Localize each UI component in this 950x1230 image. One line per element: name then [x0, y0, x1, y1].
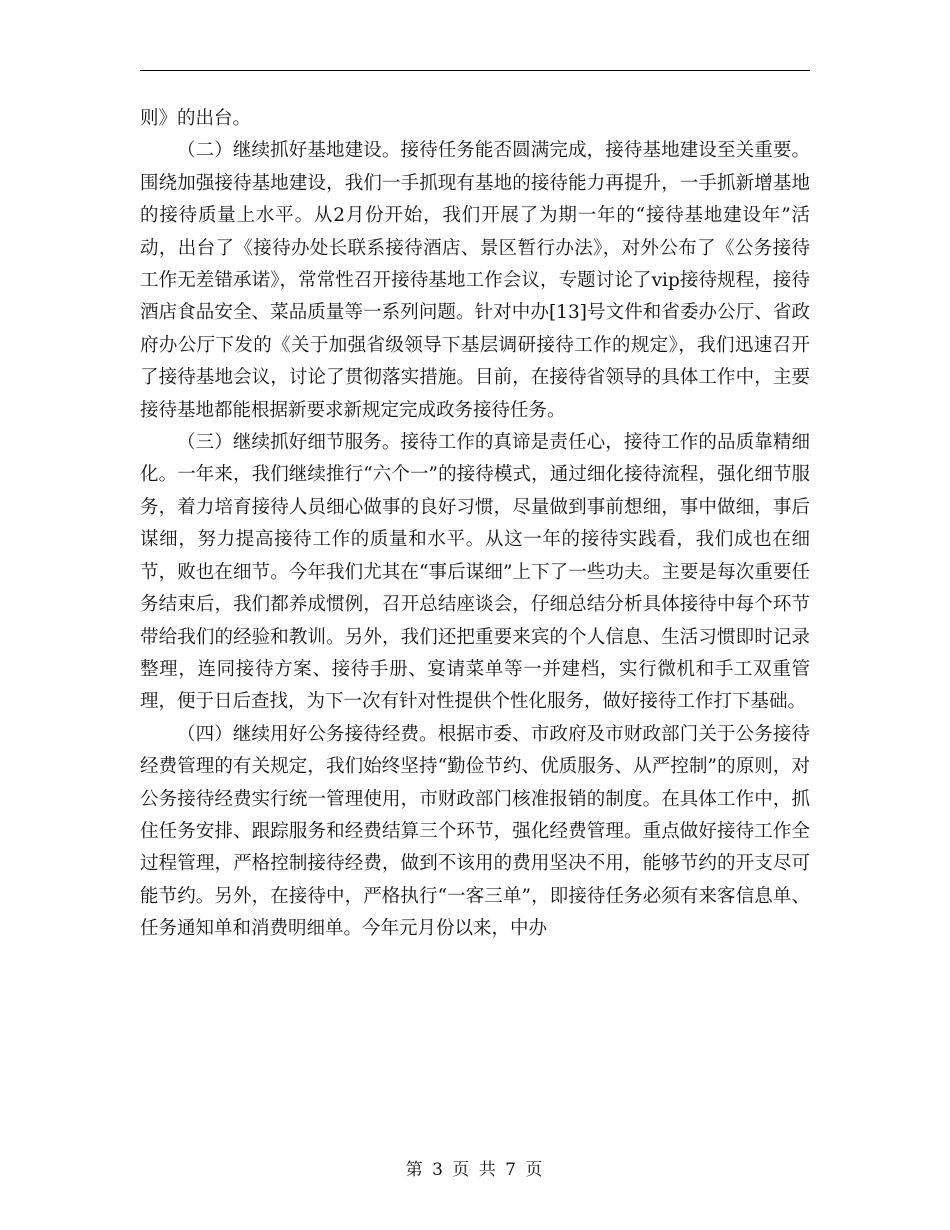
header-rule [140, 70, 810, 71]
paragraph-base-construction: （二）继续抓好基地建设。接待任务能否圆满完成，接待基地建设至关重要。围绕加强接待基地建设，我们一手抓现有基地的接待能力再提升，一手抓新增基地的接待质量上水平。从2月份开始，我们开展了为期一年的“接待基地建设年”活动，出台了《接待办处长联系接待酒店、景区暂行办法》，对外公布了《公务接待工作无差错承诺》，常常性召开接待基地工作会议，专题讨论了vip接待规程，接待酒店食品安全、菜品质量等一系列问题。针对中办[13]号文件和省委办公厅、省政府办公厅下发的《关于加强省级领导下基层调研接待工作的规定》，我们迅速召开了接待基地会议，讨论了贯彻落实措施。目前，在接待省领导的具体工作中，主要接待基地都能根据新要求新规定完成政务接待任务。 [140, 140, 810, 421]
paragraph-continuation: 则》的出台。 [140, 108, 252, 129]
paragraph-detail-service: （三）继续抓好细节服务。接待工作的真谛是责任心，接待工作的品质靠精细化。一年来，我们继续推行“六个一”的接待模式，通过细化接待流程，强化细节服务，着力培育接待人员细心做事的良好习惯，尽量做到事前想细，事中做细，事后谋细，努力提高接待工作的质量和水平。从这一年的接待实践看，我们成也在细节，败也在细节。今年我们尤其在“事后谋细”上下了一些功夫。主要是每次重要任务结束后，我们都养成惯例，召开总结座谈会，仔细总结分析具体接待中每个环节带给我们的经验和教训。另外，我们还把重要来宾的个人信息、生活习惯即时记录整理，连同接待方案、接待手册、宴请菜单等一并建档，实行微机和手工双重管理，便于日后查找，为下一次有针对性提供个性化服务，做好接待工作打下基础。 [140, 432, 810, 713]
paragraph-reception-funds: （四）继续用好公务接待经费。根据市委、市政府及市财政部门关于公务接待经费管理的有关规定，我们始终坚持“勤俭节约、优质服务、从严控制”的原则，对公务接待经费实行统一管理使用，市财政部门核准报销的制度。在具体工作中，抓住任务安排、跟踪服务和经费结算三个环节，强化经费管理。重点做好接待工作全过程管理，严格控制接待经费，做到不该用的费用坚决不用，能够节约的开支尽可能节约。另外，在接待中，严格执行“一客三单”，即接待任务必须有来客信息单、任务通知单和消费明细单。今年元月份以来，中办 [140, 723, 810, 940]
body-text [140, 103, 810, 946]
page-number-footer: 第 3 页 共 7 页 [405, 1160, 545, 1180]
